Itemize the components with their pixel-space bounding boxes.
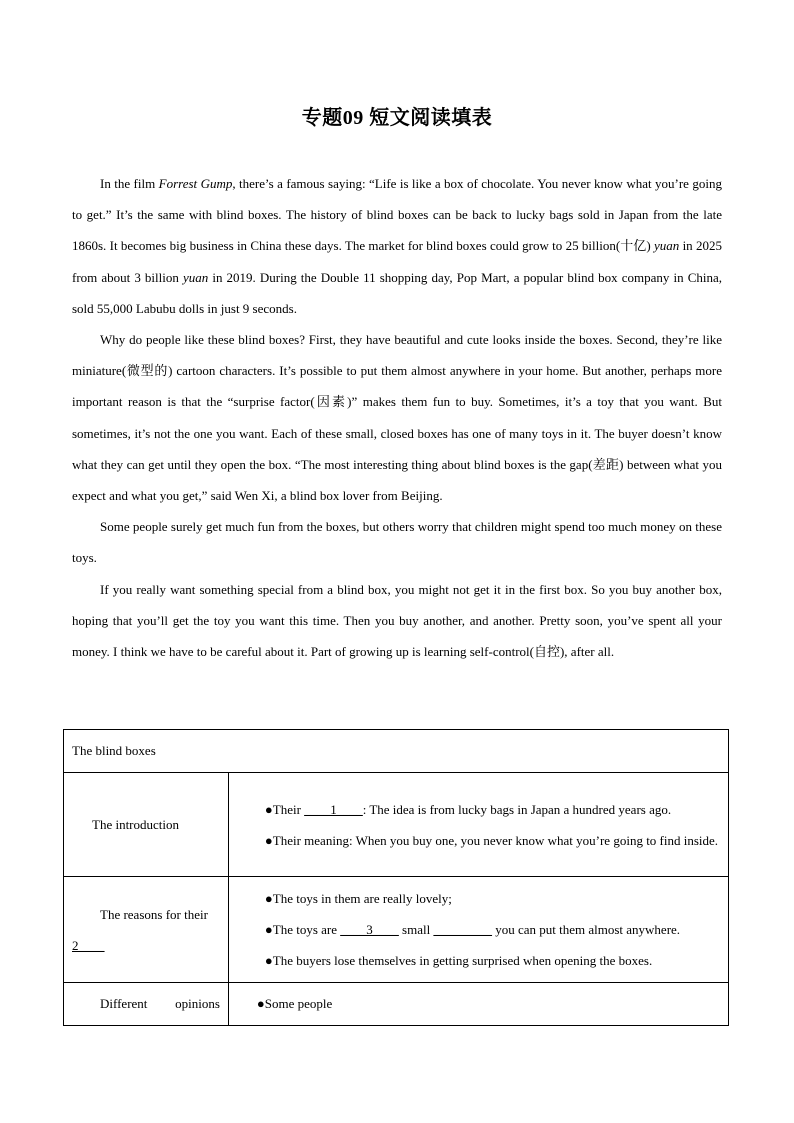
film-title: Forrest Gump — [158, 176, 233, 191]
row-label-reasons: The reasons for their 2____ — [64, 877, 229, 983]
page-title: 专题09 短文阅读填表 — [301, 107, 493, 129]
paragraph-2: Why do people like these blind boxes? First, they have beautiful and cute looks inside the boxes. Second, they’re like miniature(微型的) cartoon characters. It’s possible to put them almost anywhere in your home. But another, perhaps more important reason is that the “surprise factor(因素)” makes them fun to buy. Sometimes, it’s a toy that you want. But sometimes, it’s not the one you want. Each of these small, closed boxes has one of many toys in it. The buyer doesn’t know what they can get until they open the box. “The most interesting thing about blind boxes is the gap(差距) between what you expect and what you get,” said Wen Xi, a blind box lover from Beijing. — [72, 332, 722, 504]
row-label-introduction: The introduction — [64, 773, 229, 877]
row-content-reasons: ●The toys in them are really lovely; ●The toys are ____3____ small _________ you can put them almost anywhere. ●The buyers lose themselves in getting surprised when opening the boxes. — [228, 877, 728, 983]
blank-2[interactable]: 2____ — [72, 937, 105, 953]
row-content-opinions: ●Some people — [228, 983, 728, 1026]
table-header: The blind boxes — [64, 730, 729, 773]
reading-passage — [72, 168, 722, 667]
row-content-introduction: ●Their ____1____: The idea is from lucky bags in Japan a hundred years ago. ●Their meaning: When you buy one, you never know what you’re going to find inside. — [228, 773, 728, 877]
blank-1[interactable]: ____1____ — [304, 801, 363, 817]
row-label-opinions: Different opinions — [64, 983, 229, 1026]
blank-3b[interactable]: _________ — [433, 922, 492, 937]
paragraph-3: Some people surely get much fun from the boxes, but others worry that children might spend too much money on these toys. — [72, 519, 722, 566]
paragraph-1: In the film Forrest Gump, there’s a famous saying: “Life is like a box of chocolate. You never know what you’re going to get.” It’s the same with blind boxes. The history of blind boxes can be back to lucky bags sold in Japan from the late 1860s. It becomes big business in China these days. The market for blind boxes could grow to 25 billion(十亿) yuan in 2025 from about 3 billion yuan in 2019. During the Double 11 shopping day, Pop Mart, a popular blind box company in China, sold 55,000 Labubu dolls in just 9 seconds. — [72, 176, 722, 316]
blank-3[interactable]: ____3____ — [340, 922, 399, 937]
fill-in-table — [63, 729, 729, 1026]
paragraph-4: If you really want something special from a blind box, you might not get it in the first box. So you buy another box, hoping that you’ll get the toy you want this time. Then you buy another, and another. Pretty soon, you’ve spent all your money. I think we have to be careful about it. Part of growing up is learning self-control(自控), after all. — [72, 581, 722, 660]
